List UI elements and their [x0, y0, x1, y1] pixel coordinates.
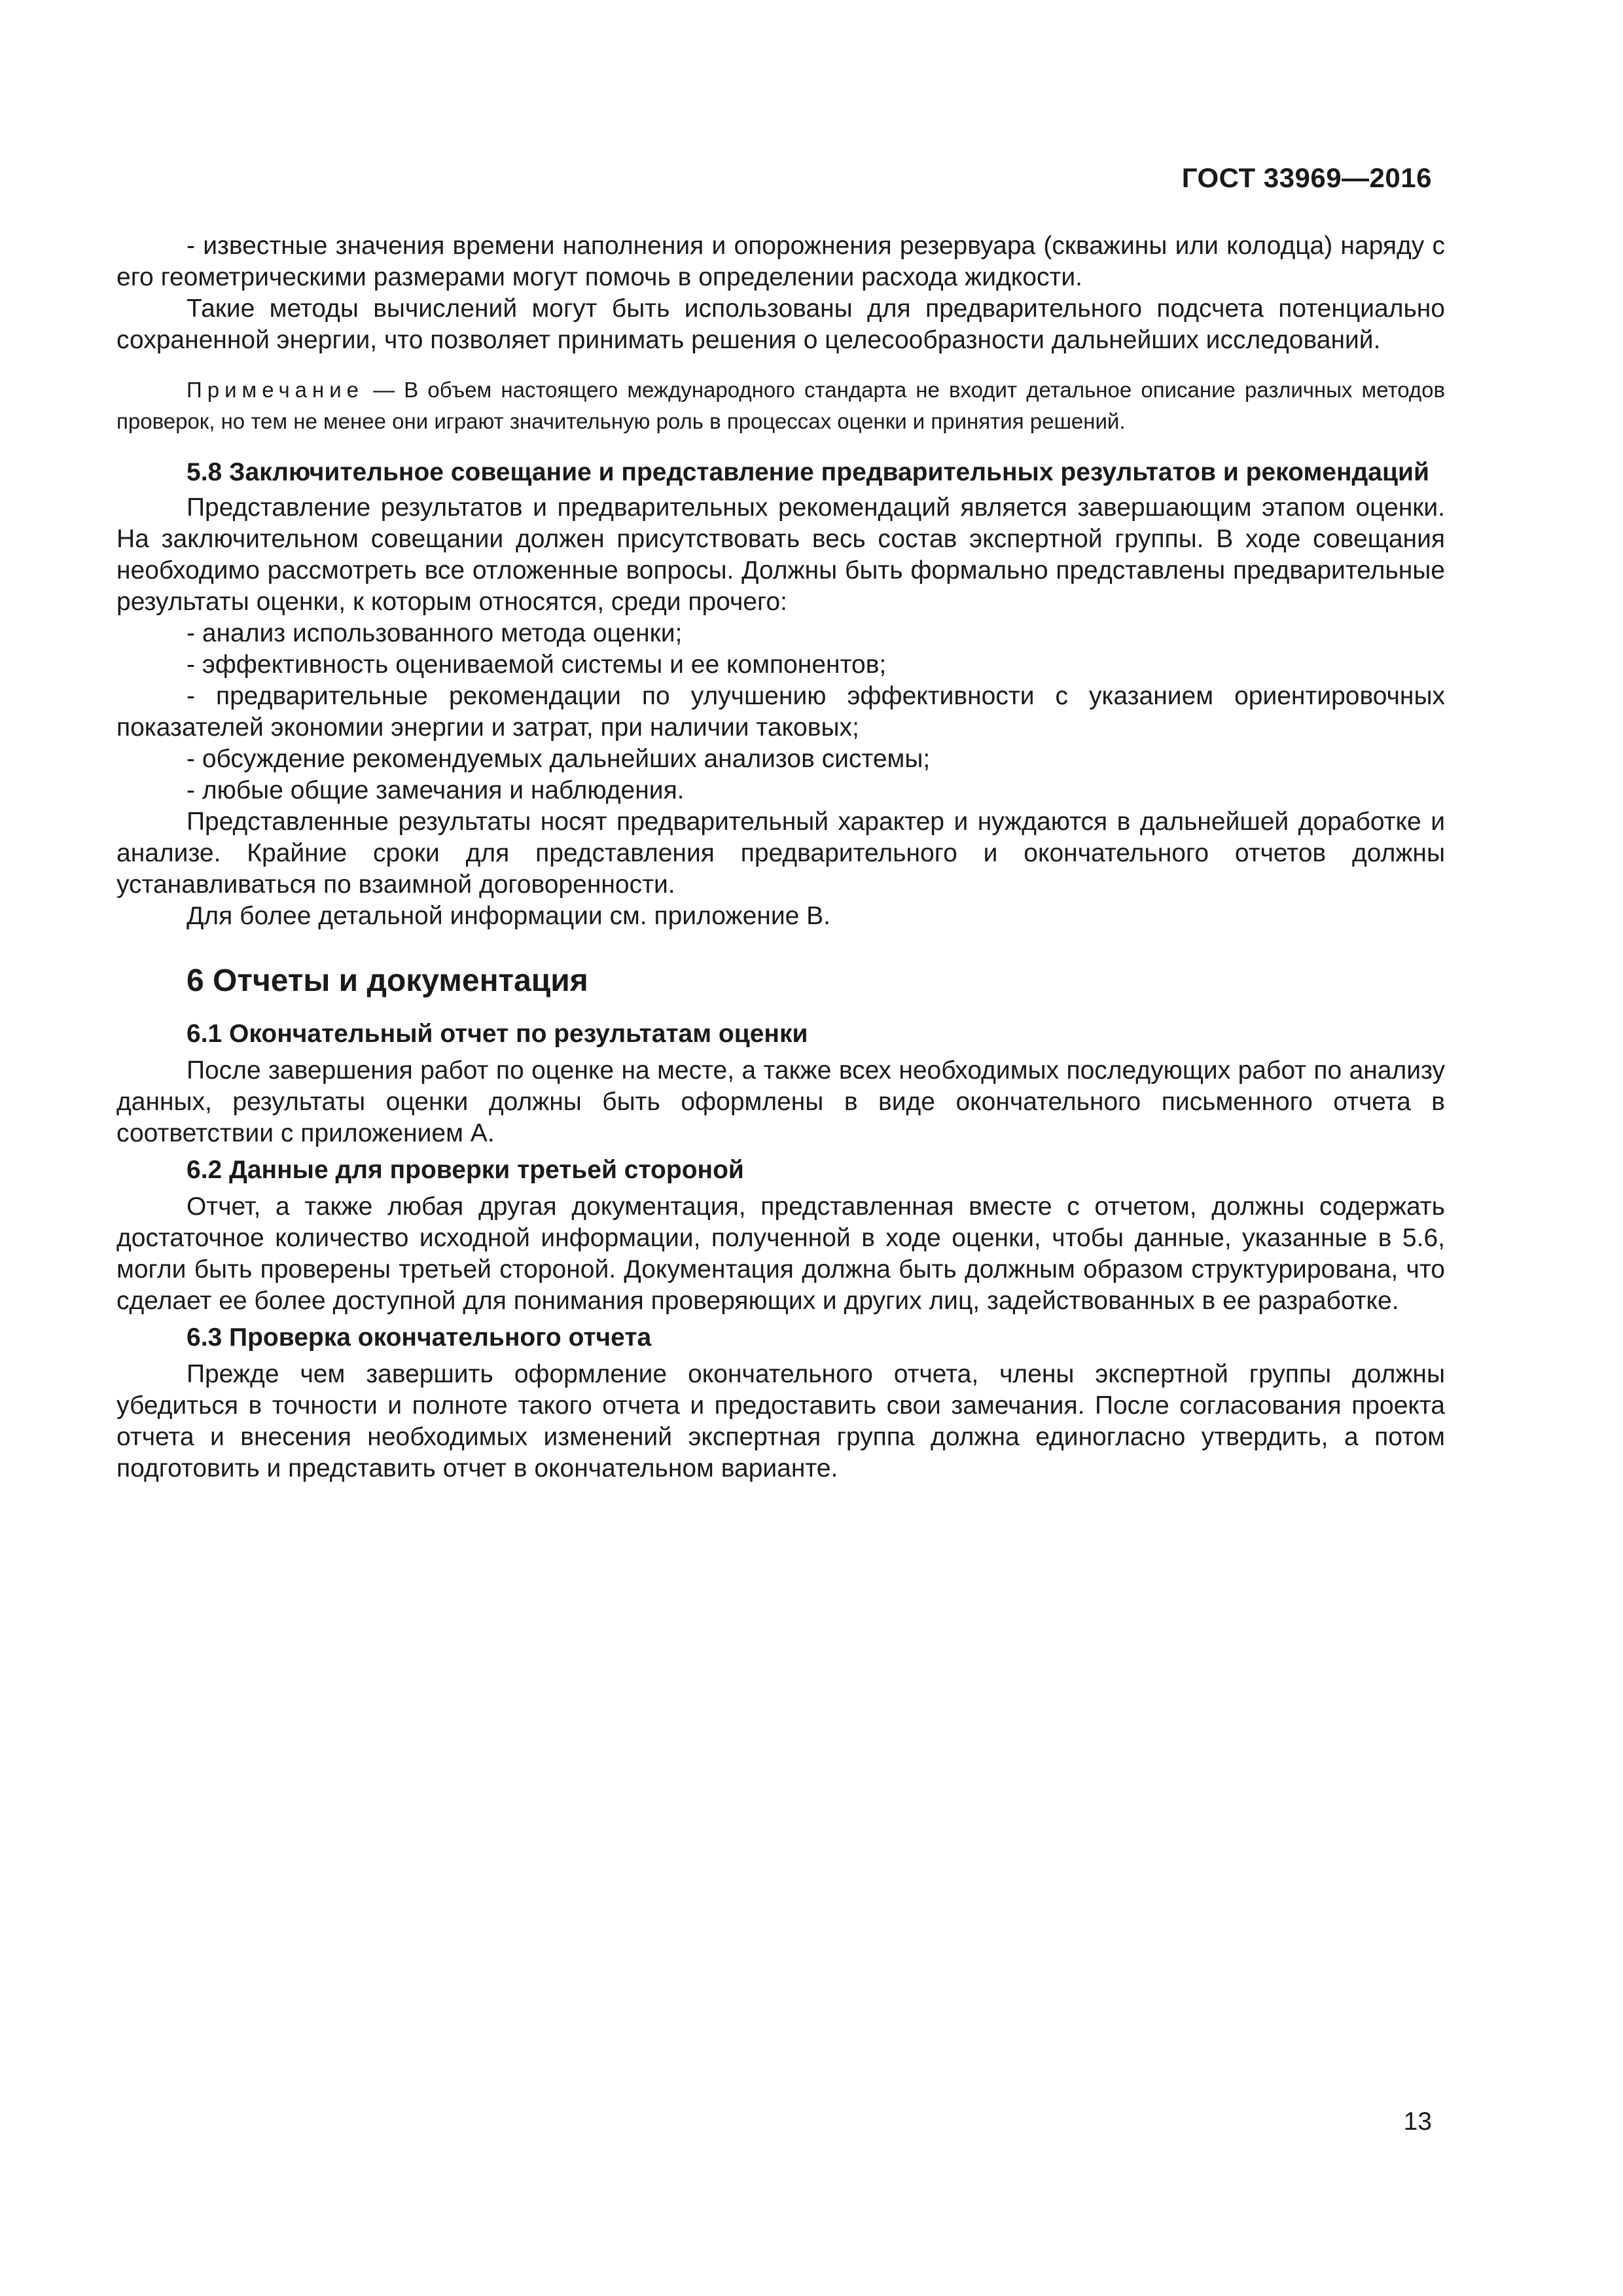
section-6-1-heading: 6.1 Окончательный отчет по результатам оценки [187, 1020, 808, 1048]
section-5-8-paragraph-3: Для более детальной информации см. приложение В. [187, 902, 830, 930]
note-label: Примечание [187, 378, 365, 402]
section-6-3-heading: 6.3 Проверка окончательного отчета [187, 1323, 652, 1352]
page-number: 13 [1403, 2108, 1432, 2136]
section-6-1-text: После завершения работ по оценке на месте, а также всех необходимых последующих работ по анализу данных, результаты оценки должны быть оформлены в виде окончательного письменного отчета в соответствии с приложением А. [116, 1056, 1445, 1147]
note [116, 374, 1445, 437]
page-content [116, 230, 1445, 1484]
intro-paragraph: Такие методы вычислений могут быть использованы для предварительного подсчета потенциально сохраненной энергии, что позволяет принимать решения о целесообразности дальнейших исследований. [116, 295, 1445, 354]
section-5-8-heading: 5.8 Заключительное совещание и представление предварительных результатов и рекомендаций [187, 458, 1429, 486]
section-6-2-heading: 6.2 Данные для проверки третьей стороной [187, 1156, 744, 1184]
list-item: - эффективность оцениваемой системы и ее компонентов; [187, 651, 887, 679]
list-item: - анализ использованного метода оценки; [187, 619, 683, 647]
intro-bullet: - известные значения времени наполнения и опорожнения резервуара (скважины или колодца) наряду с его геометрическими размерами могут помочь в определении расхода жидкости. [116, 232, 1445, 291]
section-5-8-paragraph-1: Представление результатов и предварительных рекомендаций является завершающим этапом оценки. На заключительном совещании должен присутствовать весь состав экспертной группы. В ходе совещания необходимо рассмотреть все отложенные вопросы. Должны быть формально представлены предварительные результаты оценки, к которым относятся, среди прочего: [116, 493, 1445, 616]
section-5-8-paragraph-2: Представленные результаты носят предварительный характер и нуждаются в дальнейшей доработке и анализе. Крайние сроки для представления предварительного и окончательного отчетов должны устанавливаться по взаимной договоренности. [116, 808, 1445, 899]
note-text: — В объем настоящего международного стандарта не входит детальное описание различных методов проверок, но тем не менее они играют значительную роль в процессах оценки и принятия решений. [116, 378, 1445, 433]
list-item: - предварительные рекомендации по улучшению эффективности с указанием ориентировочных показателей экономии энергии и затрат, при наличии таковых; [116, 682, 1445, 742]
list-item: - любые общие замечания и наблюдения. [187, 776, 685, 804]
section-6-heading: 6 Отчеты и документация [187, 963, 588, 998]
section-6-2-text: Отчет, а также любая другая документация, представленная вместе с отчетом, должны содержать достаточное количество исходной информации, полученной в ходе оценки, чтобы данные, указанные в 5.6, могли быть проверены третьей стороной. Документация должна быть должным образом структурирована, что сделает ее более доступной для понимания проверяющих и других лиц, задействованных в ее разработке. [116, 1193, 1445, 1315]
section-6-3-text: Прежде чем завершить оформление окончательного отчета, члены экспертной группы должны убедиться в точности и полноте такого отчета и предоставить свои замечания. После согласования проекта отчета и внесения необходимых изменений экспертная группа должна единогласно утвердить, а потом подготовить и представить отчет в окончательном варианте. [116, 1360, 1445, 1482]
list-item: - обсуждение рекомендуемых дальнейших анализов системы; [187, 745, 931, 773]
document-code: ГОСТ 33969—2016 [1181, 162, 1432, 193]
